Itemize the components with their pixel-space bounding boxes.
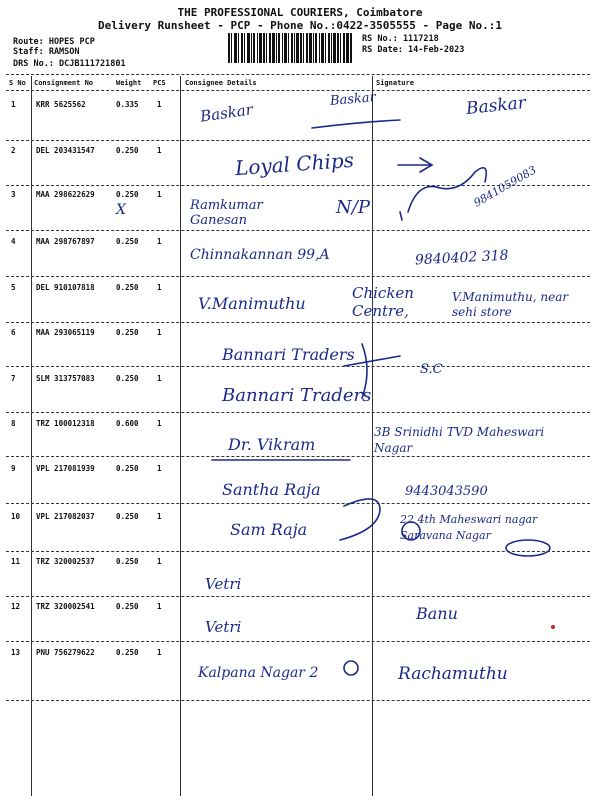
row-pcs: 1 <box>157 648 162 657</box>
row-divider <box>6 230 590 231</box>
handwritten-consignee-name: Bannari Traders <box>222 345 355 364</box>
row-weight: 0.250 <box>116 190 139 199</box>
handwritten-consignee-name: Chinnakannan 99,A <box>190 247 330 263</box>
col-header-sno: S No <box>9 79 26 87</box>
row-sno: 2 <box>11 146 16 155</box>
handwritten-signature: V.Manimuthu, near sehi store <box>452 290 569 319</box>
row-consignment-no: MAA 298767897 <box>36 237 95 246</box>
handwritten-signature: Rachamuthu <box>398 664 508 684</box>
row-sno: 4 <box>11 237 16 246</box>
row-divider <box>6 276 590 277</box>
row-sno: 10 <box>11 512 21 521</box>
row-pcs: 1 <box>157 100 162 109</box>
handwritten-consignee-name: Dr. Vikram <box>228 435 316 454</box>
col-divider <box>180 76 181 796</box>
handwritten-consignee-name: Baskar <box>199 100 254 126</box>
row-sno: 1 <box>11 100 16 109</box>
col-divider <box>372 76 373 796</box>
handwritten-mark: X <box>116 202 126 218</box>
company-title: THE PROFESSIONAL COURIERS, Coimbatore <box>177 6 423 19</box>
row-pcs: 1 <box>157 328 162 337</box>
row-sno: 5 <box>11 283 16 292</box>
row-consignment-no: TRZ 320002537 <box>36 557 95 566</box>
row-pcs: 1 <box>157 190 162 199</box>
handwritten-consignee-name: Vetri <box>205 575 242 593</box>
row-consignment-no: MAA 298622629 <box>36 190 95 199</box>
row-pcs: 1 <box>157 283 162 292</box>
handwritten-phone: 9443043590 <box>405 484 488 499</box>
row-weight: 0.250 <box>116 648 139 657</box>
row-divider <box>6 322 590 323</box>
handwritten-consignee-name: Ramkumar Ganesan <box>190 198 263 228</box>
row-divider <box>6 366 590 367</box>
row-pcs: 1 <box>157 464 162 473</box>
row-divider <box>6 503 590 504</box>
row-divider <box>6 456 590 457</box>
row-sno: 11 <box>11 557 21 566</box>
row-sno: 12 <box>11 602 21 611</box>
handwritten-note: Baskar <box>329 90 377 109</box>
row-sno: 13 <box>11 648 21 657</box>
handwritten-phone: 9840402 318 <box>414 247 509 269</box>
handwritten-phone: 9841059083 <box>471 163 539 210</box>
row-consignment-no: VPL 217081939 <box>36 464 95 473</box>
row-pcs: 1 <box>157 602 162 611</box>
row-pcs: 1 <box>157 419 162 428</box>
row-divider <box>6 641 590 642</box>
ink-dot <box>551 625 555 629</box>
col-header-pcs: PCS <box>153 79 166 87</box>
staff-label: Staff: RAMSON <box>13 47 80 57</box>
handwritten-consignee-name: Loyal Chips <box>234 147 355 181</box>
row-sno: 3 <box>11 190 16 199</box>
header-bottom-rule <box>6 90 590 91</box>
row-weight: 0.250 <box>116 146 139 155</box>
rs-date-label: RS Date: 14-Feb-2023 <box>362 45 465 55</box>
row-divider <box>6 700 590 701</box>
col-header-signature: Signature <box>376 79 414 87</box>
row-pcs: 1 <box>157 374 162 383</box>
handwritten-signature: 3B Srinidhi TVD Maheswari Nagar <box>374 425 545 455</box>
row-sno: 7 <box>11 374 16 383</box>
handwritten-consignee-name: Bannari Traders <box>222 385 372 406</box>
row-pcs: 1 <box>157 237 162 246</box>
handwritten-consignee-name: Santha Raja <box>222 480 321 499</box>
row-pcs: 1 <box>157 512 162 521</box>
row-consignment-no: VPL 217082037 <box>36 512 95 521</box>
row-weight: 0.250 <box>116 602 139 611</box>
col-header-consignment: Consignment No <box>34 79 94 87</box>
handwritten-consignee-name: Sam Raja <box>230 520 308 539</box>
col-header-weight: Weight <box>116 79 142 87</box>
barcode-image <box>228 33 352 63</box>
row-sno: 8 <box>11 419 16 428</box>
route-label: Route: HOPES PCP <box>13 37 95 47</box>
row-consignment-no: PNU 756279622 <box>36 648 95 657</box>
handwritten-consignee-name: Vetri <box>205 618 242 636</box>
handwritten-signature: 22 4th Maheswari nagar Saravana Nagar <box>400 513 538 542</box>
table-top-rule <box>6 74 590 75</box>
row-consignment-no: DEL 203431547 <box>36 146 95 155</box>
row-weight: 0.250 <box>116 237 139 246</box>
row-weight: 0.600 <box>116 419 139 428</box>
row-weight: 0.250 <box>116 283 139 292</box>
handwritten-note: N/P <box>336 197 370 218</box>
row-sno: 6 <box>11 328 16 337</box>
row-divider <box>6 551 590 552</box>
row-weight: 0.250 <box>116 374 139 383</box>
row-weight: 0.250 <box>116 328 139 337</box>
handwritten-signature: Baskar <box>465 92 527 120</box>
handwritten-note: Chicken Centre, <box>352 284 414 320</box>
row-consignment-no: MAA 293065119 <box>36 328 95 337</box>
handwritten-consignee-name: Kalpana Nagar 2 <box>198 665 319 681</box>
runsheet-title: Delivery Runsheet - PCP - Phone No.:0422-3505555 - Page No.:1 <box>98 19 502 32</box>
col-divider <box>31 76 32 796</box>
col-header-consignee: Consignee Details <box>185 79 257 87</box>
row-consignment-no: TRZ 100012318 <box>36 419 95 428</box>
row-pcs: 1 <box>157 146 162 155</box>
handwritten-signature: S.C <box>420 362 443 377</box>
row-pcs: 1 <box>157 557 162 566</box>
row-divider <box>6 596 590 597</box>
row-divider <box>6 140 590 141</box>
row-consignment-no: DEL 910107818 <box>36 283 95 292</box>
rs-no-label: RS No.: 1117218 <box>362 34 439 44</box>
handwritten-signature: Banu <box>416 604 458 623</box>
row-divider <box>6 412 590 413</box>
handwritten-consignee-name: V.Manimuthu <box>198 294 306 313</box>
drs-label: DRS No.: DCJB111721801 <box>13 59 126 69</box>
row-sno: 9 <box>11 464 16 473</box>
row-weight: 0.250 <box>116 557 139 566</box>
row-consignment-no: TRZ 320002541 <box>36 602 95 611</box>
row-weight: 0.250 <box>116 512 139 521</box>
row-consignment-no: KRR 5625562 <box>36 100 86 109</box>
row-consignment-no: SLM 313757083 <box>36 374 95 383</box>
row-weight: 0.335 <box>116 100 139 109</box>
row-weight: 0.250 <box>116 464 139 473</box>
